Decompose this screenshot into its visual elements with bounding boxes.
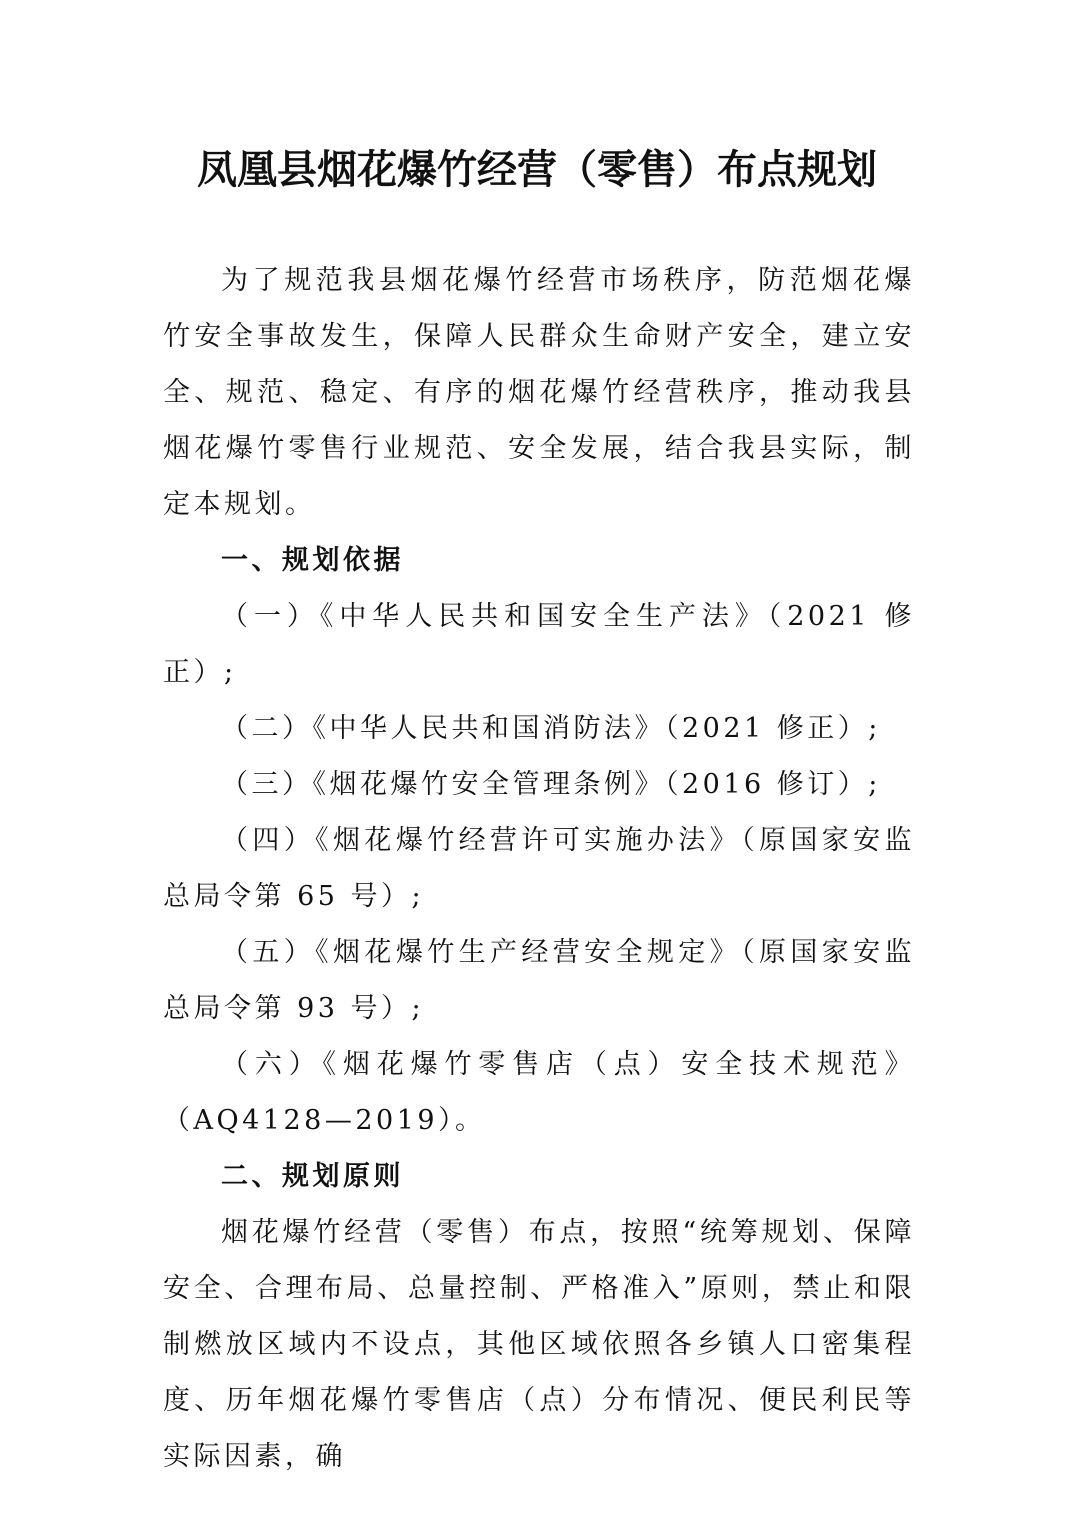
principles-paragraph: 烟花爆竹经营（零售）布点，按照“统筹规划、保障安全、合理布局、总量控制、严格准入”原则，禁止和限制燃放区域内不设点，其他区域依照各乡镇人口密集程度、历年烟花爆竹零售店（点）分布情况、便民利民等实际因素，确 [163, 1217, 915, 1472]
basis-item-4: （四）《烟花爆竹经营许可实施办法》（原国家安监总局令第 65 号）; [163, 825, 915, 912]
basis-item-5: （五）《烟花爆竹生产经营安全规定》（原国家安监总局令第 93 号）; [163, 937, 915, 1024]
basis-item-2: （二）《中华人民共和国消防法》（2021 修正）; [221, 713, 881, 744]
document-body [163, 253, 915, 1485]
section-heading-principles: 二、规划原则 [221, 1161, 404, 1192]
basis-item-6: （六）《烟花爆竹零售店（点）安全技术规范》（AQ4128—2019）。 [163, 1049, 915, 1136]
intro-paragraph: 为了规范我县烟花爆竹经营市场秩序，防范烟花爆竹安全事故发生，保障人民群众生命财产安全，建立安全、规范、稳定、有序的烟花爆竹经营秩序，推动我县烟花爆竹零售行业规范、安全发展，结合我县实际，制定本规划。 [163, 265, 915, 520]
section-heading-basis: 一、规划依据 [221, 545, 404, 576]
basis-item-1: （一）《中华人民共和国安全生产法》（2021 修正）; [163, 601, 915, 688]
document-title: 凤凰县烟花爆竹经营（零售）布点规划 [197, 146, 877, 193]
basis-item-3: （三）《烟花爆竹安全管理条例》（2016 修订）; [221, 769, 881, 800]
